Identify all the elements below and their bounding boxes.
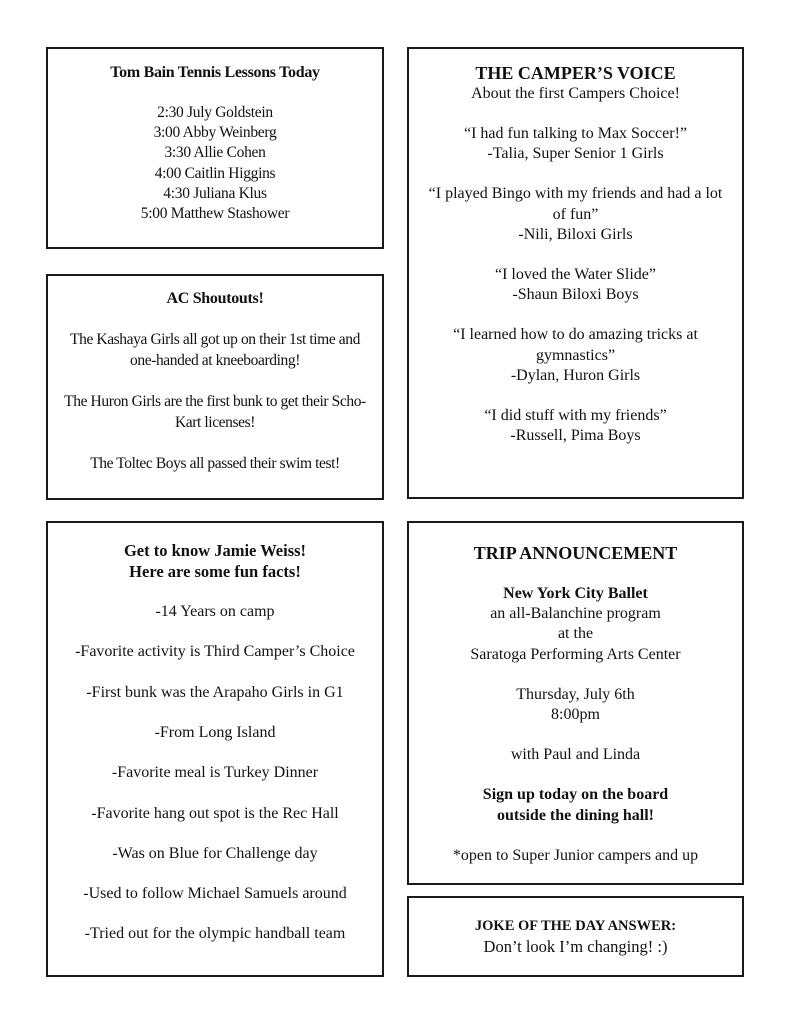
fun-fact: -Favorite activity is Third Camper’s Choice — [75, 643, 355, 661]
fun-fact: -Favorite meal is Turkey Dinner — [111, 764, 319, 782]
fun-fact: -Used to follow Michael Samuels around — [83, 885, 347, 903]
trip-datetime — [409, 685, 742, 725]
tennis-lesson-list — [48, 103, 382, 224]
trip-date: Thursday, July 6th — [516, 685, 635, 703]
campers-voice-box — [407, 47, 744, 499]
fun-fact: -14 Years on camp — [155, 603, 275, 621]
shoutout-line: The Kashaya Girls all got up on their 1st time and — [70, 331, 360, 348]
shoutout-item — [48, 453, 382, 474]
trip-signup-line: Sign up today on the board — [482, 786, 669, 804]
fun-fact: -Was on Blue for Challenge day — [112, 844, 318, 862]
trip-event-venue: Saratoga Performing Arts Center — [470, 645, 681, 663]
jamie-facts-box — [46, 521, 384, 977]
fun-fact: -First bunk was the Arapaho Girls in G1 — [86, 683, 344, 701]
shoutout-line: one-handed at kneeboarding! — [130, 352, 300, 369]
tennis-lesson: 3:30 Allie Cohen — [164, 144, 266, 162]
shoutouts-title: AC Shoutouts! — [166, 290, 264, 307]
fun-fact: -Favorite hang out spot is the Rec Hall — [91, 804, 339, 822]
trip-time: 8:00pm — [551, 706, 600, 724]
tennis-lesson: 2:30 July Goldstein — [157, 104, 273, 121]
trip-with: with Paul and Linda — [510, 746, 641, 764]
shoutout-item — [48, 391, 382, 433]
trip-note: *open to Super Junior campers and up — [452, 846, 699, 864]
camper-quote — [409, 184, 742, 245]
camper-quote — [409, 265, 742, 305]
fun-fact: -From Long Island — [154, 723, 276, 741]
camper-quote — [409, 325, 742, 386]
quote-author: -Shaun Biloxi Boys — [512, 286, 639, 304]
quote-text: of fun” — [552, 205, 599, 223]
quote-text: “I played Bingo with my friends and had a lot — [428, 185, 723, 203]
trip-announcement-box — [407, 521, 744, 885]
quote-author: -Talia, Super Senior 1 Girls — [487, 145, 664, 163]
quote-author: -Nili, Biloxi Girls — [518, 225, 633, 243]
quote-text: “I had fun talking to Max Soccer!” — [463, 125, 688, 142]
jamie-title-line: Here are some fun facts! — [129, 562, 301, 581]
tennis-lesson: 5:00 Matthew Stashower — [140, 205, 290, 223]
trip-title: TRIP ANNOUNCEMENT — [473, 543, 678, 563]
quote-text: “I loved the Water Slide” — [494, 266, 657, 284]
camper-quote — [409, 124, 742, 164]
jamie-title-line: Get to know Jamie Weiss! — [123, 541, 307, 560]
camper-quote — [409, 406, 742, 446]
quote-author: -Russell, Pima Boys — [510, 427, 641, 445]
shoutouts-box — [46, 274, 384, 500]
tennis-title: Tom Bain Tennis Lessons Today — [110, 64, 320, 81]
joke-answer: Don’t look I’m changing! :) — [483, 937, 668, 956]
trip-event-at: at the — [557, 625, 594, 643]
shoutout-line: The Toltec Boys all passed their swim test! — [90, 455, 340, 472]
quote-author: -Dylan, Huron Girls — [510, 366, 641, 384]
quote-text: gymnastics” — [535, 346, 616, 364]
shoutout-item — [48, 329, 382, 371]
tennis-lesson: 4:00 Caitlin Higgins — [154, 164, 276, 182]
shoutout-line: The Huron Girls are the first bunk to get their Scho- — [64, 393, 366, 410]
trip-event-name: New York City Ballet — [503, 585, 648, 602]
tennis-lesson: 4:30 Juliana Klus — [163, 184, 267, 202]
joke-title: JOKE OF THE DAY ANSWER: — [474, 918, 677, 934]
joke-box — [407, 896, 744, 977]
tennis-lesson: 3:00 Abby Weinberg — [153, 124, 277, 142]
shoutout-line: Kart licenses! — [174, 414, 256, 431]
tennis-lessons-box — [46, 47, 384, 249]
quote-text: “I did stuff with my friends” — [484, 407, 667, 425]
trip-event-program: an all-Balanchine program — [490, 605, 661, 623]
trip-signup-line: outside the dining hall! — [497, 806, 654, 824]
quote-text: “I learned how to do amazing tricks at — [453, 326, 698, 344]
campers-voice-subtitle: About the first Campers Choice! — [471, 85, 680, 102]
campers-voice-title: THE CAMPER’S VOICE — [475, 63, 676, 83]
trip-event — [409, 584, 742, 665]
trip-signup — [409, 785, 742, 825]
fun-fact: -Tried out for the olympic handball team — [84, 925, 346, 943]
jamie-title — [48, 540, 382, 582]
